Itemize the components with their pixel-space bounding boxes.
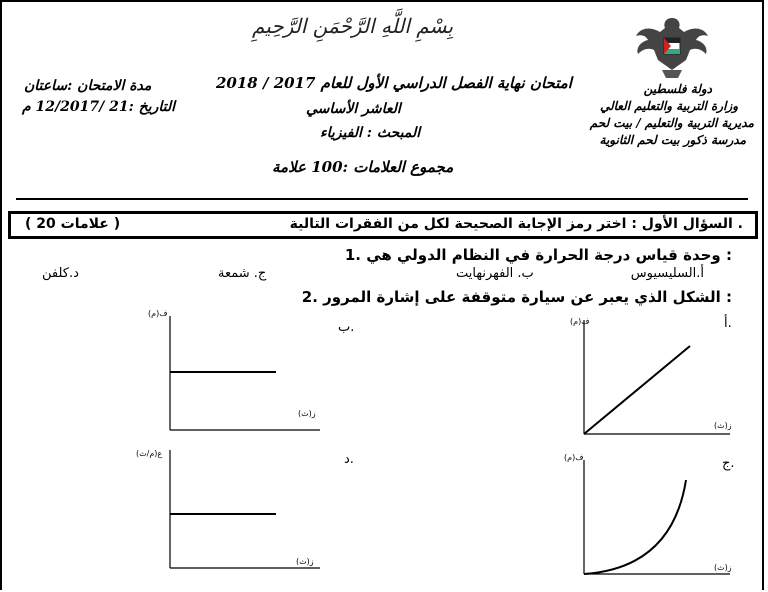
graph-a-xlabel: ز(ث): [714, 421, 732, 430]
question-2: 2. الشكل الذي يعبر عن سيارة متوقفة على إشارة المرور :: [301, 288, 732, 306]
header-divider: [16, 198, 748, 200]
graph-d-ylabel: ع(م/ث): [136, 449, 163, 458]
header-directorate: مديرية التربية والتعليم / بيت لحم: [589, 116, 754, 130]
graph-b-label: ب.: [338, 320, 355, 335]
header-state: دولة فلسطين: [643, 82, 712, 96]
q1-option-a: أ.السليسيوس: [630, 266, 704, 281]
question-1: 1. وحدة قياس درجة الحرارة في النظام الدولي هي :: [344, 246, 732, 264]
graph-a-plot: [584, 346, 690, 434]
graph-a: [562, 310, 732, 440]
graph-c: [562, 450, 732, 580]
graph-c-xlabel: ز(ث): [714, 563, 732, 572]
section-title: السؤال الأول : اختر رمز الإجابة الصحيحة لكل من الفقرات التالية .: [289, 216, 743, 232]
header-school: مدرسة ذكور بيت لحم الثانوية: [599, 133, 746, 147]
graph-b: [142, 306, 322, 436]
section-bar: [8, 211, 758, 239]
graph-b-xlabel: ز(ث): [298, 409, 316, 418]
q1-option-b: ب. الفهرنهايت: [456, 266, 534, 281]
graph-d-xlabel: ز(ث): [296, 557, 314, 566]
graph-a-label: أ.: [724, 316, 732, 331]
graph-d: [136, 444, 322, 574]
basmala: بِسْمِ اللَّهِ الرَّحْمَنِ الرَّحِيمِ: [252, 14, 454, 38]
exam-grade: العاشر الأساسي: [306, 101, 401, 117]
exam-subject: المبحث : الفيزياء: [320, 125, 421, 141]
header-ministry: وزارة التربية والتعليم العالي: [599, 99, 738, 113]
graph-b-ylabel: ف(م): [148, 309, 168, 318]
palestine-eagle-emblem: [632, 12, 712, 84]
graph-d-label: د.: [344, 452, 354, 467]
section-marks: ( 20 علامات ): [25, 216, 121, 232]
graph-c-ylabel: ف(م): [564, 453, 584, 462]
graph-c-label: ج.: [722, 456, 735, 471]
exam-title: امتحان نهاية الفصل الدراسي الأول للعام 2017 / 2018: [216, 74, 572, 92]
q1-option-d: د.كلفن: [42, 266, 79, 281]
exam-total-marks: مجموع العلامات :100 علامة: [272, 158, 454, 176]
graph-a-ylabel: ف(م): [570, 317, 590, 326]
graph-c-plot: [584, 480, 686, 574]
exam-date: التاريخ :21 /12/2017 م: [22, 99, 175, 115]
q1-option-c: ج. شمعة: [218, 266, 267, 281]
exam-duration: مدة الامتحان :ساعتان: [24, 78, 152, 94]
